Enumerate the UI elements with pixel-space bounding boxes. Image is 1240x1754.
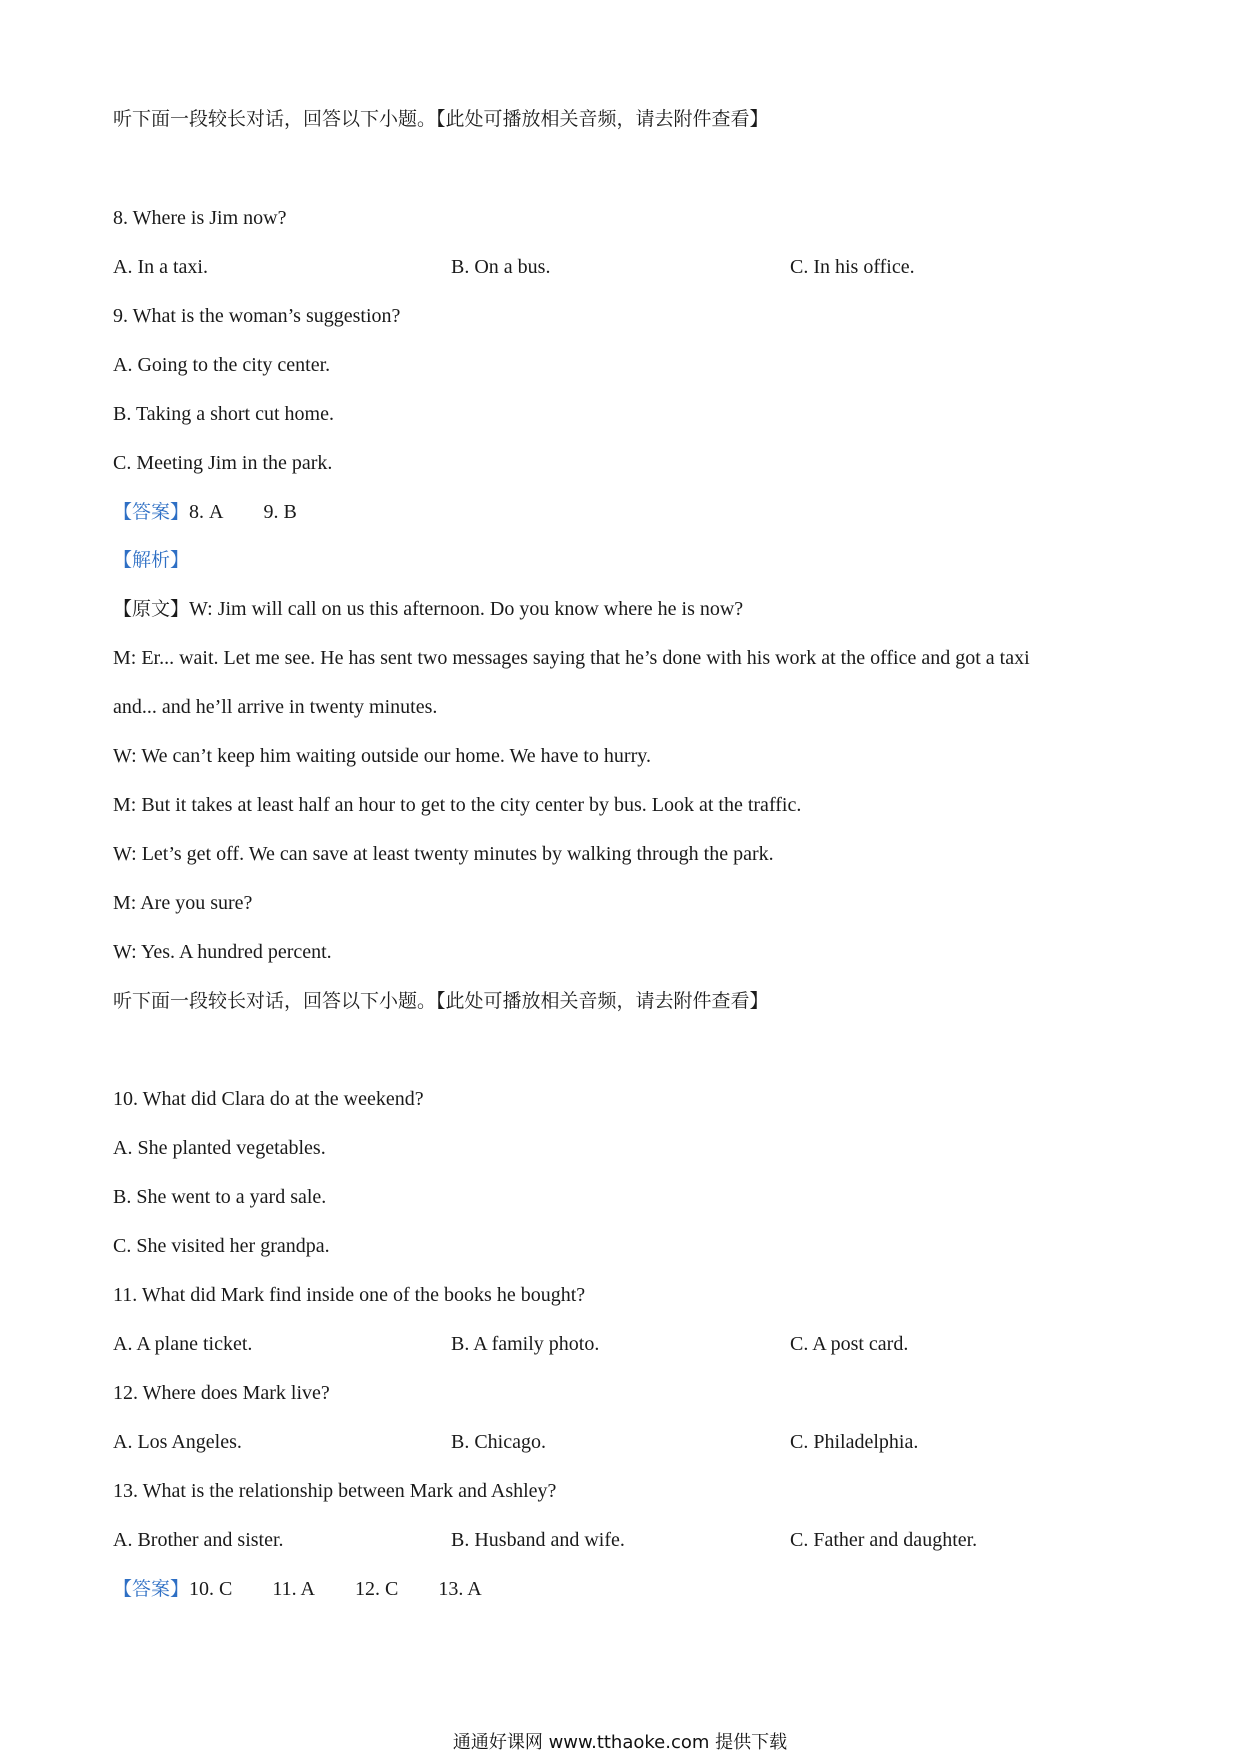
answer-item: 11. A <box>272 1578 315 1600</box>
q13-option-b: B. Husband and wife. <box>451 1529 625 1551</box>
question-11: 11. What did Mark find inside one of the books he bought? <box>113 1284 586 1306</box>
section-instruction: 听下面一段较长对话，回答以下小题。【此处可播放相关音频，请去附件查看】 <box>113 990 769 1012</box>
transcript-line-2: M: Er... wait. Let me see. He has sent two messages saying that he’s done with his work at the office and got a taxi <box>113 647 1030 669</box>
q11-option-c: C. A post card. <box>790 1333 909 1355</box>
q11-option-b: B. A family photo. <box>451 1333 600 1355</box>
q8-option-a: A. In a taxi. <box>113 256 208 278</box>
question-9: 9. What is the woman’s suggestion? <box>113 305 401 327</box>
q10-option-b: B. She went to a yard sale. <box>113 1186 327 1208</box>
transcript-tag: 【原文】 <box>113 598 190 620</box>
analysis-line <box>113 548 189 572</box>
q12-option-a: A. Los Angeles. <box>113 1431 242 1453</box>
q9-option-b: B. Taking a short cut home. <box>113 403 334 425</box>
q12-option-b: B. Chicago. <box>451 1431 546 1453</box>
q13-option-c: C. Father and daughter. <box>790 1529 978 1551</box>
transcript-line-1 <box>113 597 743 621</box>
q10-option-a: A. She planted vegetables. <box>113 1137 326 1159</box>
question-13: 13. What is the relationship between Mark and Ashley? <box>113 1480 557 1502</box>
analysis-tag: 【解析】 <box>113 549 190 571</box>
question-12: 12. Where does Mark live? <box>113 1382 330 1404</box>
transcript-line-4: W: We can’t keep him waiting outside our home. We have to hurry. <box>113 745 651 767</box>
q10-option-c: C. She visited her grandpa. <box>113 1235 330 1257</box>
q13-option-a: A. Brother and sister. <box>113 1529 284 1551</box>
question-10: 10. What did Clara do at the weekend? <box>113 1088 424 1110</box>
transcript-line-7: M: Are you sure? <box>113 892 253 914</box>
answer-tag: 【答案】 <box>113 1578 190 1600</box>
transcript-line-6: W: Let’s get off. We can save at least twenty minutes by walking through the park. <box>113 843 774 865</box>
section-instruction: 听下面一段较长对话，回答以下小题。【此处可播放相关音频，请去附件查看】 <box>113 108 769 130</box>
q8-option-c: C. In his office. <box>790 256 915 278</box>
q8-option-b: B. On a bus. <box>451 256 551 278</box>
transcript-line-3: and... and he’ll arrive in twenty minutes. <box>113 696 438 718</box>
answer-item: 10. C <box>189 1578 233 1600</box>
answer-line-2 <box>113 1577 482 1601</box>
page-footer: 通通好课网 www.tthaoke.com 提供下载 <box>452 1732 788 1753</box>
answer-item: 13. A <box>438 1578 482 1600</box>
question-8: 8. Where is Jim now? <box>113 207 287 229</box>
q11-option-a: A. A plane ticket. <box>113 1333 253 1355</box>
answer-tag: 【答案】 <box>113 501 190 523</box>
q9-option-a: A. Going to the city center. <box>113 354 331 376</box>
transcript-line-5: M: But it takes at least half an hour to get to the city center by bus. Look at the traffic. <box>113 794 802 816</box>
answer-item: 12. C <box>354 1578 399 1600</box>
transcript-line-8: W: Yes. A hundred percent. <box>113 941 332 963</box>
transcript-text: W: Jim will call on us this afternoon. Do you know where he is now? <box>189 598 744 620</box>
answer-item: 8. A <box>189 501 224 523</box>
q12-option-c: C. Philadelphia. <box>790 1431 919 1453</box>
answer-line-1 <box>113 500 297 524</box>
answer-item: 9. B <box>263 501 297 523</box>
q9-option-c: C. Meeting Jim in the park. <box>113 452 333 474</box>
